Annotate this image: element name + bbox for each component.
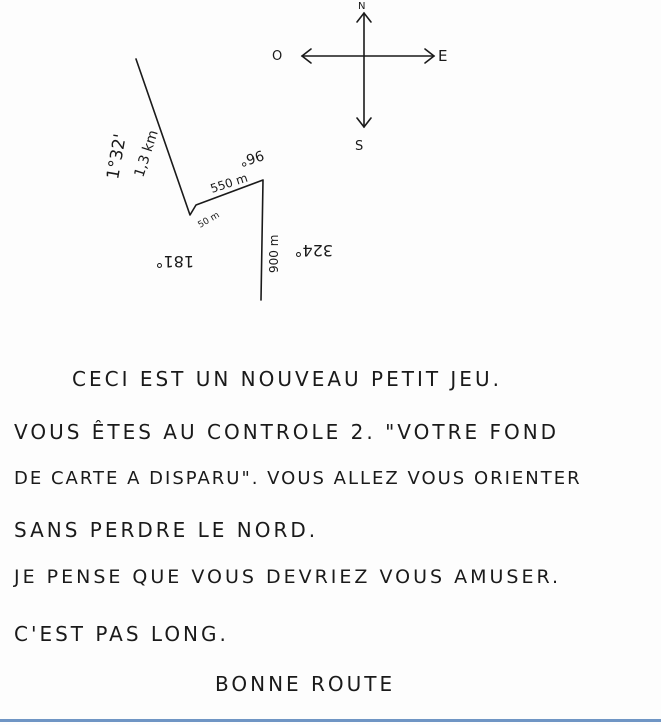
leg4-bearing-label: 324° — [294, 241, 333, 260]
leg2-bearing-label: 181° — [155, 252, 194, 271]
leg3-bearing-label: 96° — [237, 146, 266, 170]
compass-south-label: S — [355, 139, 364, 154]
compass-rose — [302, 13, 434, 127]
message-line-5: JE PENSE QUE VOUS DEVRIEZ VOUS AMUSER. — [14, 566, 562, 588]
message-line-2: VOUS ÊTES AU CONTROLE 2. "VOTRE FOND — [14, 420, 560, 444]
message-line-4: SANS PERDRE LE NORD. — [14, 518, 319, 542]
route-sketch — [0, 0, 661, 330]
signoff: BONNE ROUTE — [215, 672, 396, 696]
message-line-1: CECI EST UN NOUVEAU PETIT JEU. — [72, 367, 502, 391]
leg3-distance-label: 550 m — [208, 170, 250, 196]
page-bottom-border — [0, 719, 661, 722]
message-line-3: DE CARTE A DISPARU". VOUS ALLEZ VOUS ORIENTER — [14, 468, 582, 489]
compass-north-label: N — [358, 1, 366, 12]
compass-east-label: E — [438, 47, 448, 65]
leg2-distance-label: 50 m — [196, 210, 222, 231]
leg1-bearing-label: 1°32' — [103, 132, 131, 181]
compass-west-label: O — [272, 49, 283, 64]
leg4-distance-label: 900 m — [267, 234, 281, 273]
leg1-distance-label: 1,3 km — [131, 128, 162, 180]
message-line-6: C'EST PAS LONG. — [14, 622, 229, 646]
